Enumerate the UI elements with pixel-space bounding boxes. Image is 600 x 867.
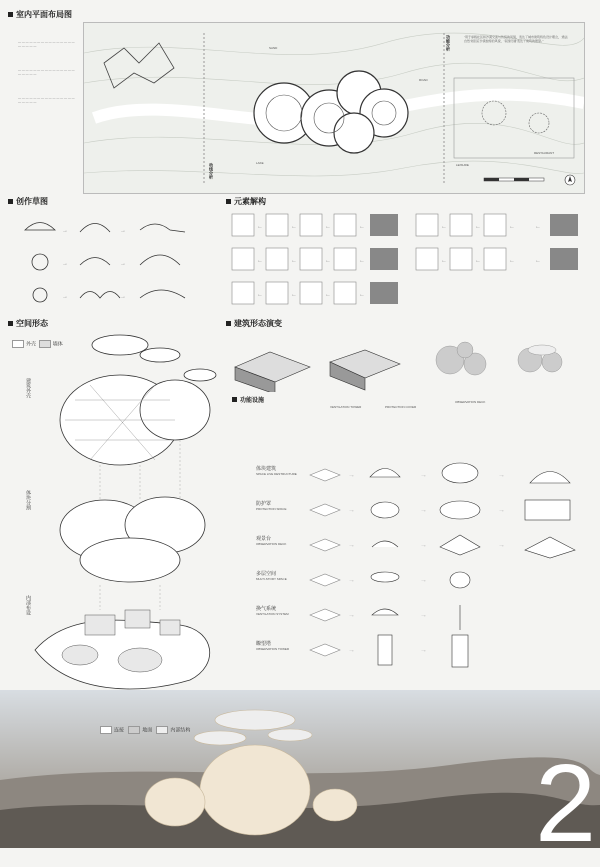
legend-swatch-ground <box>128 726 140 734</box>
svg-text:→: → <box>420 542 427 549</box>
function-item: 观景台 OBSERVATION DECK <box>256 536 287 546</box>
site-plan <box>83 22 585 194</box>
function-item: 防护罩 PROTECTION SPACE <box>256 501 287 511</box>
svg-text:←: ← <box>291 224 297 230</box>
section-title-sketch: 创作草图 <box>8 196 48 207</box>
svg-text:←: ← <box>325 224 331 230</box>
scale-bar-icon <box>484 178 544 181</box>
function-header-3: OBSERVATION DECK <box>455 400 486 404</box>
svg-text:←: ← <box>535 258 541 264</box>
svg-text:←: ← <box>475 224 481 230</box>
svg-text:→: → <box>348 647 355 654</box>
svg-text:→: → <box>348 612 355 619</box>
function-label-list <box>256 465 306 675</box>
svg-text:←: ← <box>325 258 331 264</box>
legend-swatch-shell <box>12 340 24 348</box>
function-item: 换气系统 VENTILATION SYSTEM <box>256 606 289 616</box>
compass-icon <box>565 175 575 185</box>
svg-text:→: → <box>420 507 427 514</box>
label-road: ROAD <box>419 78 428 82</box>
section-bullet-icon <box>226 199 231 204</box>
svg-text:←: ← <box>291 292 297 298</box>
svg-text:→: → <box>62 261 68 267</box>
svg-text:←: ← <box>257 258 263 264</box>
plan-description: — — — — — — — — — — — — — — — — — — — — — — — — — — — — — — — — — — — — — — — — — — — — — — — — — — — — — — — — — — — — <box>18 40 75 104</box>
section-bullet-icon <box>232 397 237 402</box>
svg-text:←: ← <box>359 258 365 264</box>
svg-text:→: → <box>420 612 427 619</box>
svg-text:←: ← <box>509 258 515 264</box>
space-exploded-axonometric <box>30 330 230 700</box>
svg-text:→: → <box>348 542 355 549</box>
section-bullet-icon <box>8 199 13 204</box>
section-bullet-icon <box>8 321 13 326</box>
page-number: 2 <box>535 742 597 865</box>
svg-text:←: ← <box>535 224 541 230</box>
element-decomposition <box>230 210 590 310</box>
legend-swatch-interior <box>156 726 168 734</box>
site-plan-drawing <box>84 23 584 193</box>
svg-text:→: → <box>120 261 126 267</box>
section-title-elements: 元素解构 <box>226 196 266 207</box>
label-leisure: LEISURE <box>456 163 469 167</box>
function-item: 体块建筑 SPACE LIVE DESTRUCTURE <box>256 466 297 476</box>
svg-text:←: ← <box>325 292 331 298</box>
svg-text:→: → <box>420 647 427 654</box>
svg-text:→: → <box>420 577 427 584</box>
svg-text:←: ← <box>359 224 365 230</box>
label-shell: 建筑外壳 <box>25 378 31 398</box>
svg-text:→: → <box>62 228 68 234</box>
label-interior: 内部布设 <box>25 595 31 615</box>
label-lake: LAKE <box>256 161 264 165</box>
svg-text:→: → <box>420 472 427 479</box>
space-legend: 外壳 墙体 <box>12 340 63 348</box>
evolution-diagram <box>230 332 590 392</box>
svg-text:→: → <box>498 472 505 479</box>
render-scene <box>0 690 600 848</box>
section-bullet-icon <box>8 12 13 17</box>
svg-text:→: → <box>348 577 355 584</box>
section-title-space: 空间形态 <box>8 318 48 329</box>
svg-text:→: → <box>498 507 505 514</box>
section-title-evolution: 建筑形态演变 <box>226 318 282 329</box>
svg-text:→: → <box>120 228 126 234</box>
function-item: 瞭望塔 OBSERVATION TOWER <box>256 641 290 651</box>
section-title-plan: 室内平面布局图 <box>8 9 72 20</box>
svg-text:→: → <box>348 507 355 514</box>
bottom-legend: 连接 地面 内部结构 <box>100 726 190 734</box>
svg-text:→: → <box>120 294 126 300</box>
legend-swatch-connect <box>100 726 112 734</box>
svg-text:←: ← <box>441 224 447 230</box>
svg-text:←: ← <box>291 258 297 264</box>
svg-text:→: → <box>498 542 505 549</box>
svg-text:→: → <box>62 294 68 300</box>
section-title-function: 功能设施 <box>232 395 264 404</box>
svg-text:←: ← <box>509 224 515 230</box>
function-header-1: VENTILATION TOWER <box>330 405 362 409</box>
svg-text:←: ← <box>257 292 263 298</box>
svg-text:←: ← <box>359 292 365 298</box>
sketch-grid <box>20 210 210 310</box>
svg-text:←: ← <box>257 224 263 230</box>
label-flow-analysis: 动线分析 <box>209 163 214 179</box>
svg-text:←: ← <box>475 258 481 264</box>
svg-text:←: ← <box>441 258 447 264</box>
label-restaurant: RESTAURANT <box>534 151 555 155</box>
svg-text:→: → <box>348 472 355 479</box>
function-header-2: PROTECTION COVER <box>385 405 417 409</box>
label-function-analysis: 功能分析 <box>446 35 451 51</box>
plan-quote: “用于承载社区和沙漠交流与传统的风貌，表达了城市建筑特色设计理念，‘道法自然’则回应沙漠独特的风貌，‘家园归属’表达了建筑的愿望。” <box>464 35 568 43</box>
label-division: 体块分割 <box>25 490 31 510</box>
function-item: 多层空间 MULTI-STORY SPACE <box>256 571 287 581</box>
section-bullet-icon <box>226 321 231 326</box>
label-sand: SAND <box>269 46 278 50</box>
